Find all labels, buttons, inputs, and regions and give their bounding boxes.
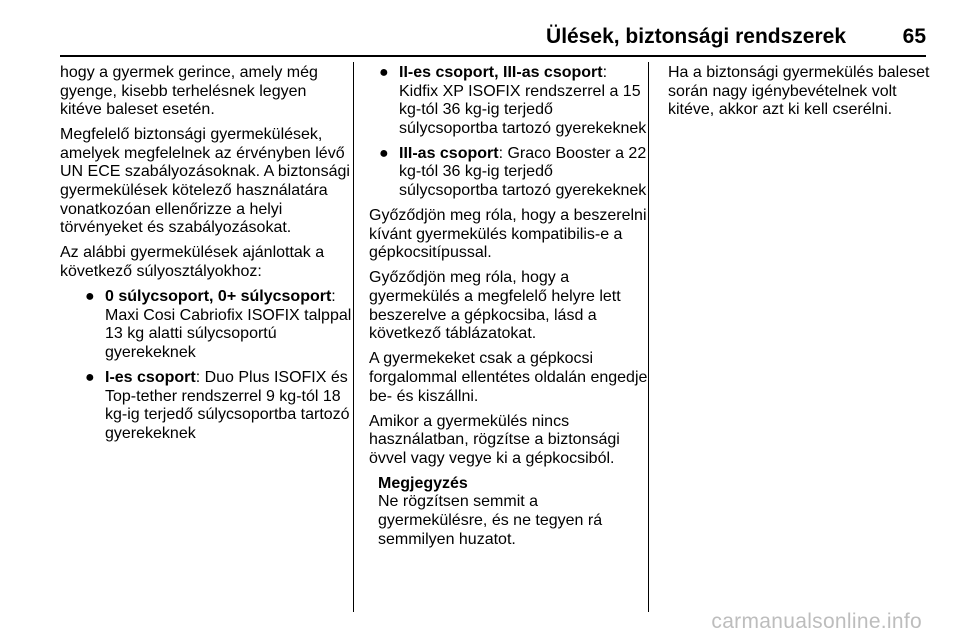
list-item-term: 0 súlycsoport, 0+ súlycsoport <box>105 288 332 306</box>
page-number: 65 <box>902 25 926 48</box>
list-item-term: II-es csoport, III-as csoport <box>399 64 603 81</box>
column-2 <box>369 64 649 549</box>
bullet-icon: ● <box>85 368 95 386</box>
list-item <box>60 369 352 443</box>
list-item-term: I-es csoport <box>105 368 196 386</box>
bullet-icon: ● <box>85 288 95 306</box>
list-item-text: : Maxi Cosi Cabriofix ISOFIX talppal 13 kg alatti súlycsoportú gyerekeknek <box>105 288 352 361</box>
paragraph: Győződjön meg róla, hogy a gyermekülés a megfelelő helyre lett beszerelve a gépkocsiba, lásd a következő táblázatokat. <box>369 269 621 343</box>
list-item <box>369 145 649 201</box>
list-item-term: III-as csoport <box>399 144 499 162</box>
header-rule <box>60 55 926 57</box>
paragraph: Ha a biztonsági gyermekülés baleset során nagy igénybevételnek volt kitéve, akkor azt ki kell cserélni. <box>668 64 930 119</box>
note-title: Megjegyzés <box>378 474 468 492</box>
child-seat-list <box>369 64 649 201</box>
column-1 <box>60 64 352 450</box>
column-divider-1 <box>353 62 354 612</box>
paragraph: A gyermekeket csak a gépkocsi forgalommal ellentétes oldalán engedje be- és kiszállni. <box>369 350 648 405</box>
child-seat-list <box>60 288 352 443</box>
paragraph: Amikor a gyermekülés nincs használatban, rögzítse a biztonsági övvel vagy vegye ki a gépkocsiból. <box>369 412 620 467</box>
paragraph: Az alábbi gyermekülések ajánlottak a következő súlyosztályokhoz: <box>60 244 325 280</box>
paragraph: Megfelelő biztonsági gyermekülések, amelyek megfelelnek az érvényben lévő UN ECE szabályozásoknak. A biztonsági gyermekülések kötelező használatára vonatkozóan ellenőrizze a helyi törvényeket és szabályozásokat. <box>60 126 350 237</box>
list-item <box>60 288 352 362</box>
list-item <box>369 64 649 138</box>
column-3 <box>668 64 933 126</box>
note-box <box>369 475 649 549</box>
paragraph: hogy a gyermek gerince, amely még gyenge, kisebb terhelésnek legyen kitéve baleset esetén. <box>60 64 318 119</box>
note-text: Ne rögzítsen semmit a gyermekülésre, és ne tegyen rá semmilyen huzatot. <box>378 493 603 548</box>
paragraph: Győződjön meg róla, hogy a beszerelni kívánt gyermekülés kompatibilis-e a gépkocsitípussal. <box>369 207 647 262</box>
bullet-icon: ● <box>379 144 389 162</box>
list-item-text: : Graco Booster a 22 kg-tól 36 kg-ig terjedő súlycsoportba tartozó gyerekeknek <box>399 144 647 200</box>
list-item-text: : Duo Plus ISOFIX és Top-tether rendszerrel 9 kg-tól 18 kg-ig terjedő súlycsoportba tartozó gyerekeknek <box>105 368 350 442</box>
watermark: carmanualsonline.info <box>711 610 922 633</box>
bullet-icon: ● <box>379 64 389 81</box>
list-item-text: : Kidfix XP ISOFIX rendszerrel a 15 kg-tól 36 kg-ig terjedő súlycsoportba tartozó gyerekeknek <box>399 64 647 137</box>
page-header <box>60 0 926 55</box>
section-title: Ülések, biztonsági rendszerek <box>546 25 846 48</box>
